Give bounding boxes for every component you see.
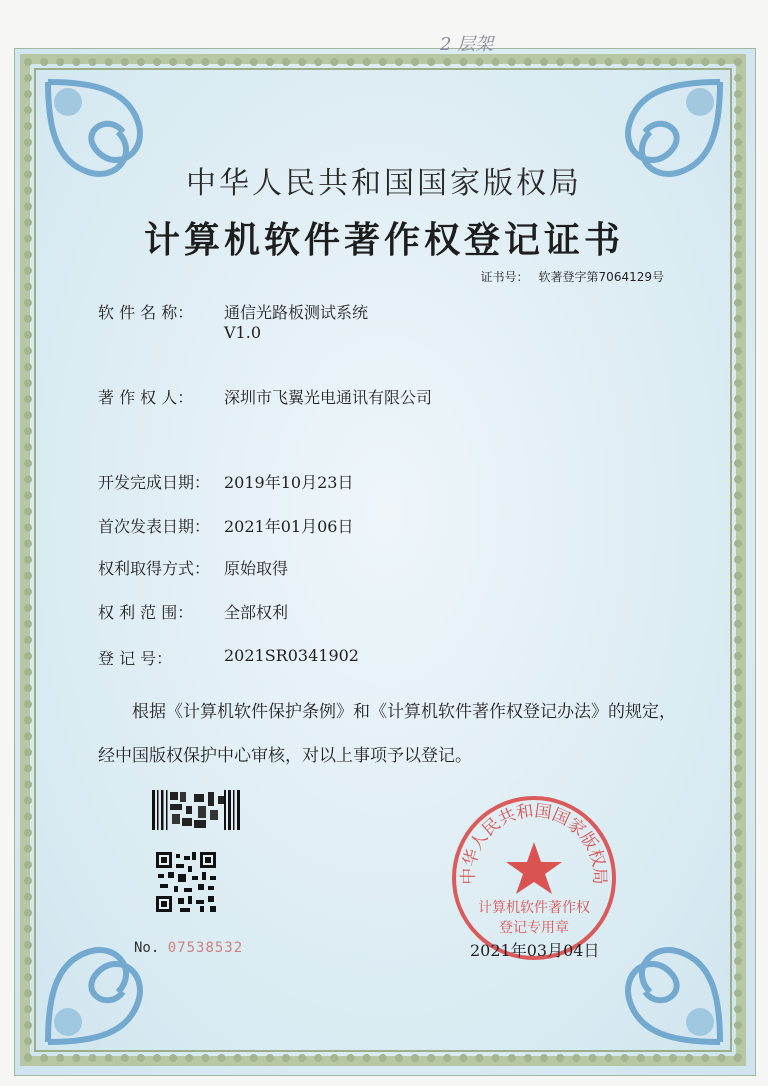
field-publish-date [98, 514, 353, 537]
registration-statement: 根据《计算机软件保护条例》和《计算机软件著作权登记办法》的规定，经中国版权保护中心审核，对以上事项予以登记。 [98, 702, 676, 766]
field-copyright-owner [98, 385, 432, 408]
field-value: 全部权利 [224, 603, 289, 622]
field-label: 首次发表日期： [98, 517, 211, 536]
field-value: 2019年10月23日 [224, 473, 354, 492]
barcode-icon [152, 790, 240, 830]
field-value: 2021SR0341902 [224, 646, 359, 665]
certificate-number [471, 268, 664, 285]
serial-number [134, 940, 243, 956]
certificate-title: 计算机软件著作权登记证书 [143, 219, 624, 261]
field-registration-number [98, 646, 359, 669]
serial-prefix: No. [134, 940, 160, 956]
field-label: 软 件 名 称： [98, 303, 194, 322]
field-label: 开发完成日期： [98, 473, 211, 492]
certificate-number-value: 软著登字第7064129号 [538, 270, 664, 284]
issuer-name: 中华人民共和国国家版权局 [186, 166, 582, 201]
software-version-value: V1.0 [224, 323, 261, 342]
field-label: 登 记 号： [98, 649, 173, 668]
field-completion-date [98, 470, 353, 493]
handwritten-note: 2 层架 [440, 34, 494, 55]
field-value: 原始取得 [224, 559, 289, 578]
issue-date: 2021年03月04日 [470, 941, 600, 960]
corner-ornament-icon [38, 902, 188, 1052]
software-name-value: 通信光路板测试系统 [224, 303, 369, 322]
seal-outer-text: 中华人民共和国国家版权局 [458, 801, 610, 885]
field-label: 著 作 权 人： [98, 388, 194, 407]
field-label: 权利取得方式： [98, 559, 211, 578]
field-value: 2021年01月06日 [224, 517, 354, 536]
certificate-number-label: 证书号： [480, 270, 529, 284]
seal-line1: 计算机软件著作权 [478, 900, 590, 916]
field-rights-scope [98, 600, 288, 623]
field-value [224, 300, 368, 342]
serial-value: 07538532 [167, 940, 244, 956]
field-label: 权 利 范 围： [98, 603, 194, 622]
field-value: 深圳市飞翼光电通讯有限公司 [224, 388, 433, 407]
seal-line2: 登记专用章 [499, 920, 569, 936]
field-software-name [98, 300, 368, 342]
qr-code-icon [156, 852, 216, 912]
field-acquisition-method [98, 556, 288, 579]
